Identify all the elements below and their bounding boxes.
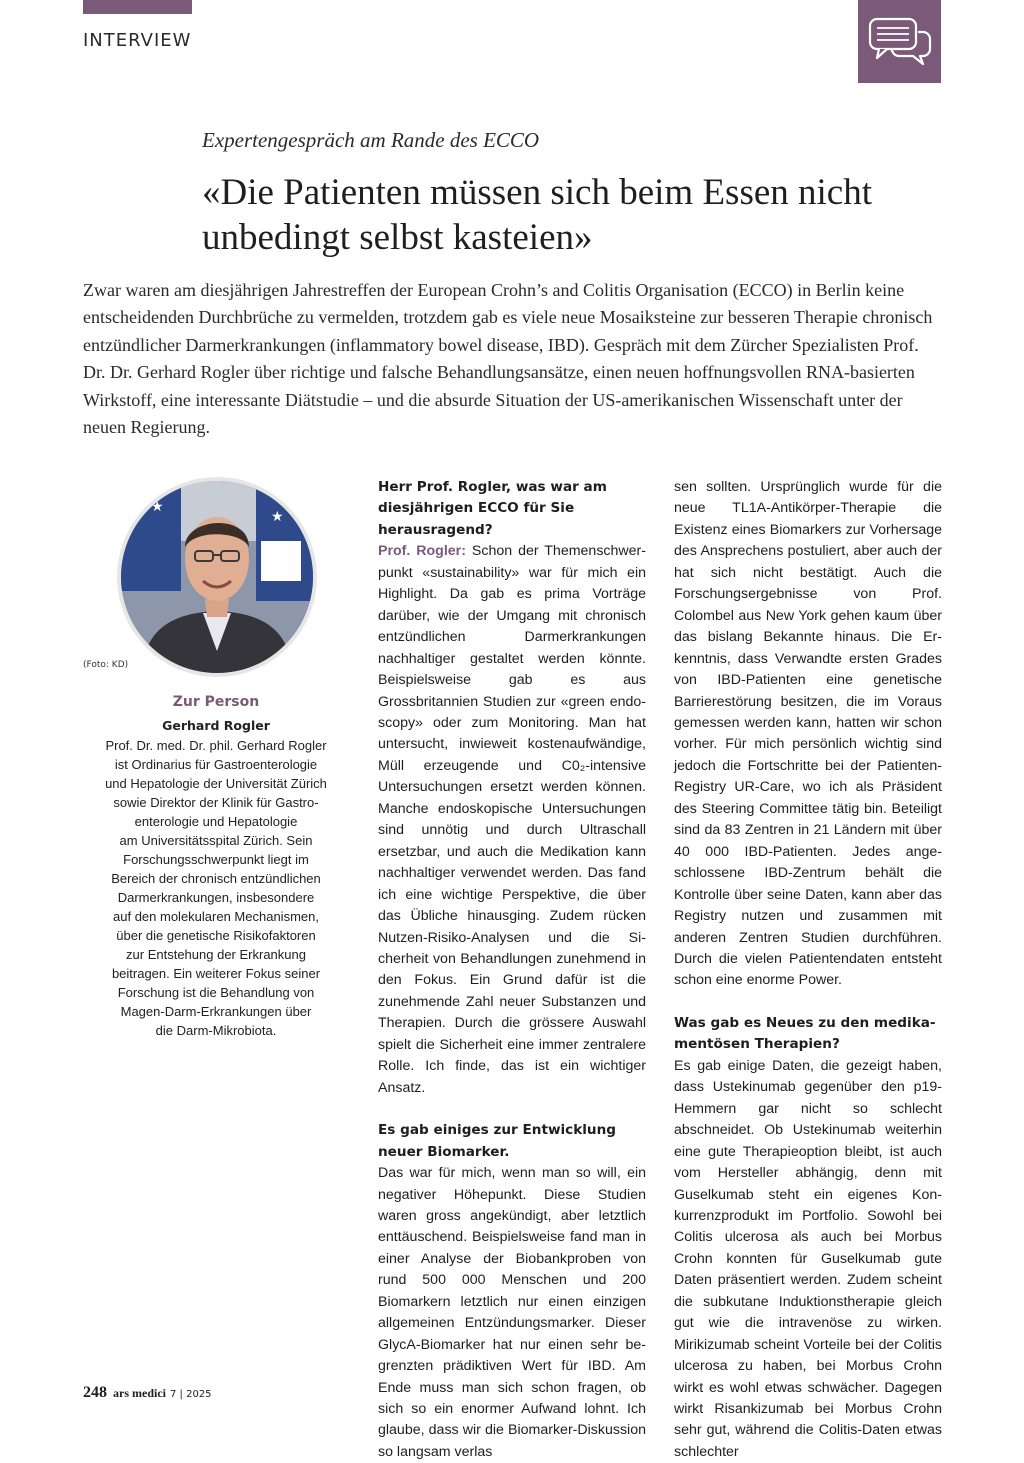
svg-text:★: ★: [271, 510, 284, 525]
bio-line: am Universitätsspital Zürich. Sein: [119, 833, 313, 848]
answer-1: [378, 541, 646, 1099]
bio-line: und Hepatologie der Universität Zürich: [105, 776, 327, 791]
bio-line: Darmerkrankungen, insbesondere: [117, 890, 315, 905]
journal-name: ars medici: [113, 1386, 166, 1400]
bio-line: Prof. Dr. med. Dr. phil. Gerhard Rogler: [105, 738, 327, 753]
question-2: Es gab einiges zur Entwicklung neuer Biomarker.: [378, 1122, 617, 1160]
bio-line: auf den molekularen Mechanismen,: [113, 909, 319, 924]
bio-line: enterologie und Hepatologie: [134, 814, 298, 829]
answer-2-part-2: sen sollten. Ursprünglich wurde für die neue TL1A-Antikörper-Therapie die Existenz eines Biomarkers zur Vorhersage des Ansprechens postuliert, aber auch der hat sich nicht bestätigt. Auch die Forschungsergebnisse von Prof. Colombel aus New York gehen kaum über das bislang Bekannte hinaus. Die Erkenntnis, dass Verwandte ersten Grades von IBD-Patienten eine genetische Barrierestörung besitzen, die im Voraus gemessen werden kann, hatten wir schon vorher. Für mich persönlich wichtig sind jedoch die Fortschritte bei der Patienten-Registry UR-Care, wo ich als Präsident des Steering Committee tätig bin. Beteiligt sind da 83 Zentren in 21 Ländern mit über 40 000 IBD-Patienten. Jedes angeschlossene IBD-Zentrum behält die Kontrolle über seine Daten, kann aber das Registry nutzen und zusammen mit anderen Zentren Studien durchführen. Durch die vielen Patientendaten entsteht schon eine enorme Power.: [674, 479, 942, 989]
article-kicker: Expertengespräch am Rande des ECCO: [202, 128, 540, 152]
bio-line: zur Entstehung der Erkrankung: [126, 947, 306, 962]
svg-text:★ ★: ★ ★: [135, 500, 164, 515]
issue-number: 7 | 2025: [170, 1389, 212, 1400]
answer-1-text: Schon der Themenschwerpunkt «sustainability» war für mich ein Highlight. Da gab es prima Vorträge darüber, wie der Umgang mit chronisch entzündlichen Darmerkrankungen nachhaltiger gestaltet werden könnte. Beispielsweise gab es aus Grossbritannien Studien zur «green endoscopy» oder zum Monitoring. Man hat untersucht, inwieweit kostenaufwändige, Müll erzeugende und C0₂-intensive Untersuchungen ersetzt werden können. Manche endoskopische Untersuchungen sind unnötig und durch Ultraschall ersetzbar, und auch die Medikation kann nachhaltiger verwendet werden. Das fand ich eine wichtige Perspektive, die über das Übliche hinausging. Zudem rücken Nutzen-Risiko-Analysen und die Sicherheit von Behandlungen zunehmend in den Fokus. Ein Grund dafür ist die zunehmende Zahl neuer Substanzen und Therapien. Durch die grössere Auswahl spielt die Sicherheit eine immer zentralere Rolle. Ich finde, das ist ein wichtiger Ansatz.: [378, 543, 646, 1096]
bio-line: über die genetische Risikofaktoren: [116, 928, 316, 943]
page-footer: [83, 1384, 212, 1402]
bio-line: die Darm-Mikrobiota.: [155, 1023, 277, 1038]
answer-2-part-1: Das war für mich, wenn man so will, ein negativer Höhepunkt. Diese Studien waren gross angekündigt, aber letztlich enttäuschend. Beispielsweise fand man in einer Analyse der Biobankproben von rund 500 000 Menschen und 200 Biomarkern letztlich nur einen einzigen allgemeinen Entzündungsmarker. Dieser GlycA-Biomarker hat nur einen sehr begrenzten prädiktiven Wert für IBD. Am Ende muss man sich schon fragen, ob sich so ein enormer Aufwand lohnt. Ich glaube, dass wir die Biomarker-Diskussion so langsam verlas: [378, 1165, 646, 1460]
person-box: [90, 693, 342, 1040]
person-name: Gerhard Rogler: [162, 718, 270, 733]
article-lead: Zwar waren am diesjährigen Jahrestreffen der European Crohn’s and Colitis Organisation (ECCO) in Berlin keine entscheidenden Durchbrüche zu vermelden, trotzdem gab es viele neue Mosaiksteine zur besseren Therapie chronisch entzündlicher Darmerkrankungen (inflammatory bowel disease, IBD). Gespräch mit dem Zürcher Spezialisten Prof. Dr. Dr. Gerhard Rogler über richtige und falsche Behandlungsansätze, einen neuen hoffnungsvollen RNA-basierten Wirkstoff, eine interessante Diätstudie – und die absurde Situation der US-amerikanischen Wissenschaft unter der neuen Regierung.: [83, 280, 933, 438]
question-1: Herr Prof. Rogler, was war am diesjährigen ECCO für Sie herausragend?: [378, 479, 607, 538]
section-icon-box: [858, 0, 941, 83]
answer-3: Es gab einige Daten, die gezeigt haben, dass Ustekinumab gegenüber den p19-Hemmern gar nicht so schlecht abschneidet. Ob Ustekinumab weiterhin eine gute Therapieoption bleibt, ist auch vom Hersteller abhängig, denn mit Guselkumab steht ein eigenes Konkurrenzprodukt im Portfolio. Sowohl bei Colitis ulcerosa als auch bei Morbus Crohn konnten für Guselkumab gute Daten präsentiert werden. Zudem scheint die subkutane Induktionstherapie gleich gut wie die intravenöse zu wirken. Mirikizumab scheint Vorteile bei der Colitis ulcerosa zu haben, bei Morbus Crohn wirkt es wohl etwas schwächer. Dagegen wirkt Risankizumab bei Morbus Crohn sehr gut, während die Colitis-Daten etwas schlechter: [674, 1057, 942, 1460]
column-right: [674, 477, 942, 1463]
bio-line: ist Ordinarius für Gastroenterologie: [114, 757, 318, 772]
portrait-photo: [117, 477, 317, 677]
bio-line: Forschungsschwerpunkt liegt im: [123, 852, 309, 867]
photo-credit: (Foto: KD): [83, 660, 129, 670]
column-middle: [378, 477, 646, 1463]
top-accent-bar: [83, 0, 192, 14]
page-number: 248: [83, 1384, 107, 1401]
bio-line: beitragen. Ein weiterer Fokus seiner: [111, 966, 321, 981]
bio-line: Magen-Darm-Erkrankungen über: [120, 1004, 312, 1019]
person-bio: [90, 736, 342, 1040]
chat-bubbles-icon: [867, 16, 933, 68]
person-heading: Zur Person: [172, 694, 260, 710]
bio-line: Forschung ist die Behandlung von: [117, 985, 315, 1000]
speaker-label: Prof. Rogler:: [378, 543, 466, 560]
bio-line: sowie Direktor der Klinik für Gastro-: [113, 795, 319, 810]
question-3: Was gab es Neues zu den medikamentösen Therapien?: [674, 1014, 936, 1053]
section-label: INTERVIEW: [83, 30, 192, 51]
article-headline: «Die Patienten müssen sich beim Essen nicht unbedingt selbst kasteien»: [202, 172, 872, 258]
bio-line: Bereich der chronisch entzündlichen: [111, 871, 321, 886]
